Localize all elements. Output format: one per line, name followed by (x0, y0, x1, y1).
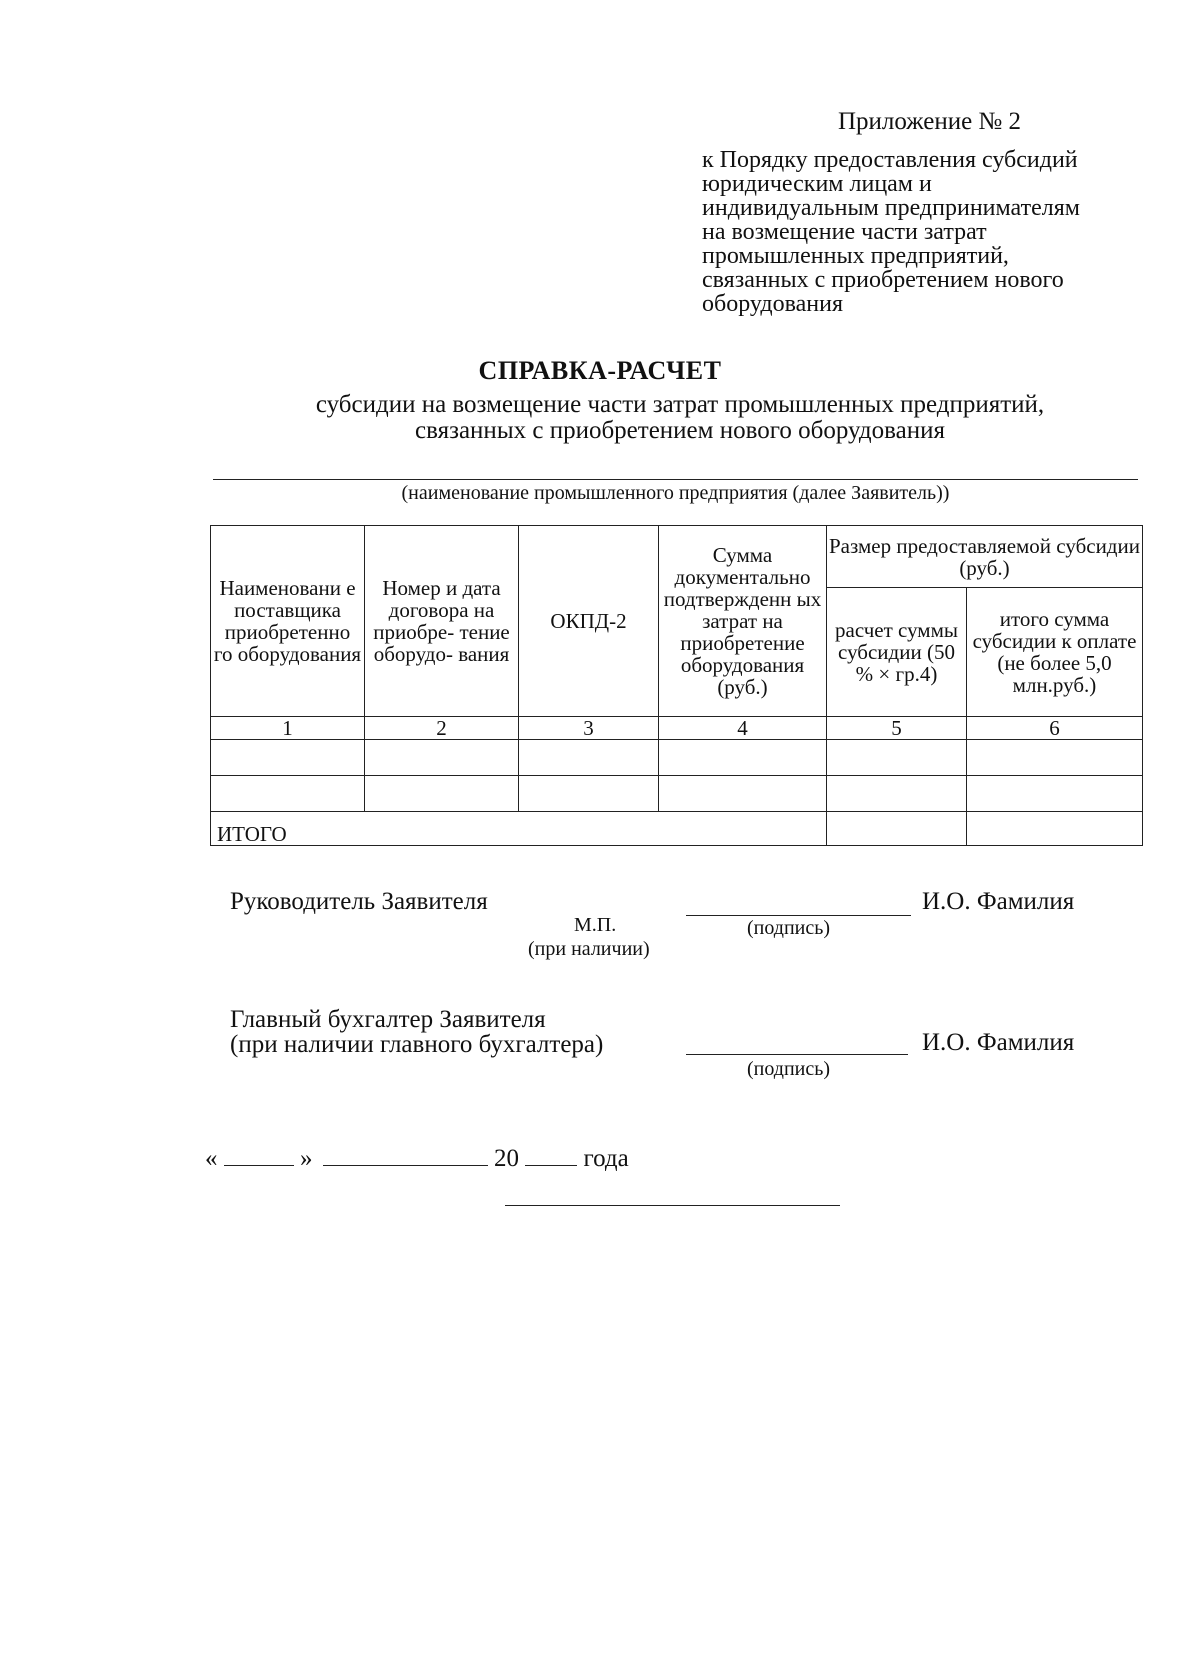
total-row (211, 812, 1143, 846)
appendix-line: к Порядку предоставления субсидий (702, 147, 1078, 173)
accountant-label-line-2: (при наличии главного бухгалтера) (230, 1031, 604, 1058)
head-label: Руководитель Заявителя (230, 888, 488, 915)
date-close-quote: » (300, 1145, 313, 1172)
column-number: 3 (519, 717, 659, 740)
total-sum-cell[interactable] (967, 812, 1143, 846)
table-cell[interactable] (519, 776, 659, 812)
date-year-suffix: года (583, 1145, 629, 1172)
accountant-signature-caption: (подпись) (747, 1058, 831, 1080)
header-subsidy-group: Размер предоставляемой субсидии (руб.) (827, 526, 1143, 588)
appendix-line: связанных с приобретением нового (702, 267, 1064, 293)
subtitle-line-1: субсидии на возмещение части затрат промышленных предприятий, (315, 391, 1045, 418)
table-cell[interactable] (519, 740, 659, 776)
date-open-quote: « (205, 1145, 218, 1172)
calculation-table (210, 525, 1143, 846)
appendix-title: Приложение № 2 (838, 108, 1022, 135)
date-day-field[interactable] (224, 1143, 294, 1166)
header-supplier: Наименовани е поставщика приобретенно го оборудования (211, 526, 365, 717)
stamp-label: М.П. (574, 914, 617, 936)
date-row (205, 1143, 629, 1173)
accountant-name: И.О. Фамилия (922, 1029, 1075, 1056)
table-cell[interactable] (967, 740, 1143, 776)
accountant-signature-line[interactable] (686, 1054, 908, 1055)
head-name: И.О. Фамилия (922, 888, 1075, 915)
appendix-line: оборудования (702, 291, 843, 317)
column-number: 5 (827, 717, 967, 740)
enterprise-caption: (наименование промышленного предприятия (далее Заявитель)) (401, 482, 950, 504)
appendix-line: юридическим лицам и (702, 171, 932, 197)
bottom-line (505, 1205, 840, 1206)
table-cell[interactable] (827, 776, 967, 812)
document-title: СПРАВКА-РАСЧЕТ (478, 356, 722, 385)
accountant-label-line-1: Главный бухгалтер Заявителя (230, 1006, 546, 1033)
table-row (211, 740, 1143, 776)
enterprise-name-line[interactable] (213, 479, 1138, 480)
head-signature-line[interactable] (686, 915, 911, 916)
table-cell[interactable] (365, 776, 519, 812)
appendix-line: индивидуальным предпринимателям (702, 195, 1080, 221)
table-cell[interactable] (211, 776, 365, 812)
header-okpd: ОКПД-2 (519, 526, 659, 717)
date-year-field[interactable] (525, 1143, 577, 1166)
head-signature-caption: (подпись) (747, 917, 831, 939)
total-label: ИТОГО (211, 812, 827, 846)
header-contract: Номер и дата договора на приобре- тение оборудо- вания (365, 526, 519, 717)
date-month-field[interactable] (323, 1143, 488, 1166)
table-cell[interactable] (365, 740, 519, 776)
column-number: 2 (365, 717, 519, 740)
header-subsidy-total: итого сумма субсидии к оплате (не более 5,0 млн.руб.) (967, 588, 1143, 717)
table-cell[interactable] (659, 776, 827, 812)
header-costs: Сумма документально подтвержденн ых затрат на приобретение оборудования (руб.) (659, 526, 827, 717)
appendix-body (702, 148, 1172, 316)
subtitle-line-2: связанных с приобретением нового оборудования (415, 417, 945, 444)
column-number: 1 (211, 717, 365, 740)
table-cell[interactable] (967, 776, 1143, 812)
appendix-line: на возмещение части затрат (702, 219, 987, 245)
document-subtitle (230, 392, 1130, 444)
stamp-note: (при наличии) (528, 938, 650, 960)
total-calc-cell[interactable] (827, 812, 967, 846)
column-number: 6 (967, 717, 1143, 740)
table-cell[interactable] (827, 740, 967, 776)
accountant-label (230, 1007, 603, 1057)
appendix-line: промышленных предприятий, (702, 243, 1009, 269)
date-year-prefix: 20 (494, 1145, 519, 1172)
table-cell[interactable] (659, 740, 827, 776)
table-row (211, 776, 1143, 812)
column-number: 4 (659, 717, 827, 740)
header-subsidy-calc: расчет суммы субсидии (50 % × гр.4) (827, 588, 967, 717)
table-cell[interactable] (211, 740, 365, 776)
